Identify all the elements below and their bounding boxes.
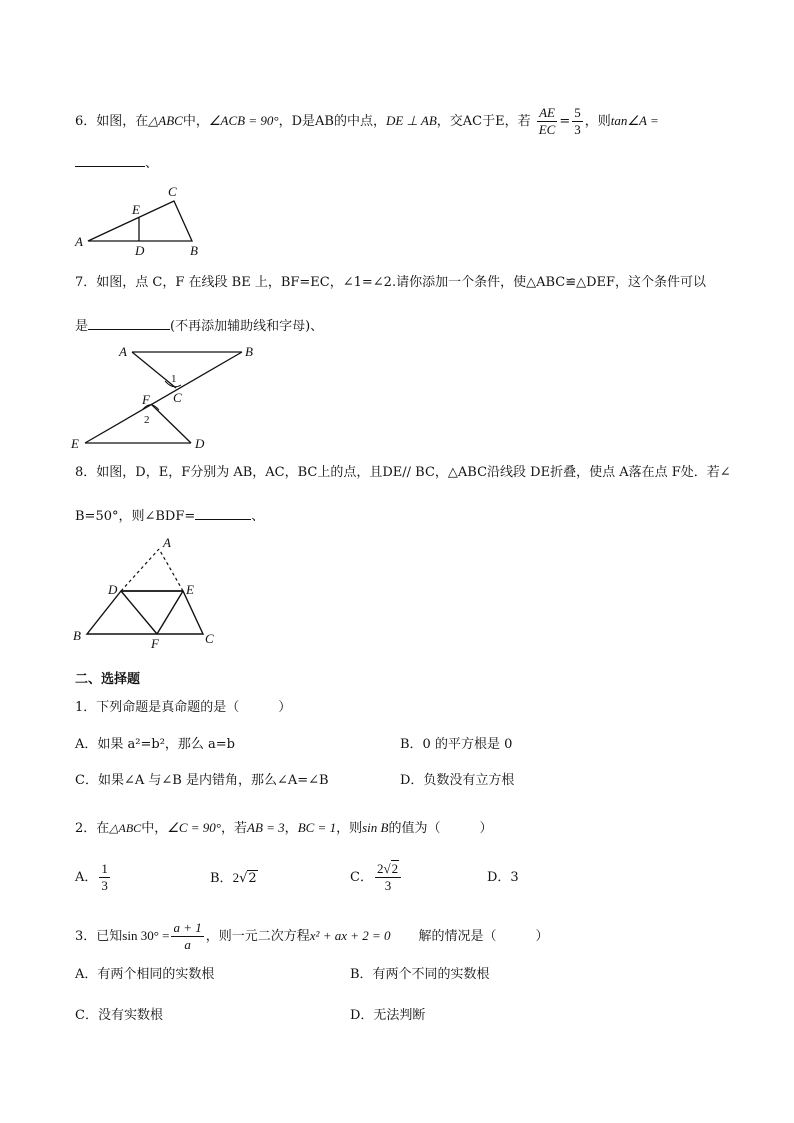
q6-text-a: 如图，在 (96, 114, 149, 129)
mc2-option-c-denominator: 3 (384, 878, 392, 893)
q7-line2-prefix: 是 (75, 319, 89, 334)
q6-end: 、 (145, 156, 159, 171)
radical-icon: √ (383, 861, 391, 876)
mc1-option-c[interactable]: C．如果∠A 与∠B 是内错角，那么∠A=∠B (75, 773, 329, 788)
mc2-option-d[interactable]: D．3 (487, 870, 519, 885)
mc3-stem-a: 3．已知 (75, 929, 123, 944)
mc1-option-b[interactable]: B．0 的平方根是 0 (400, 737, 513, 752)
q7-number: 7． (75, 275, 97, 290)
q7-label-b: B (245, 344, 253, 359)
mc3-stem (75, 920, 549, 953)
q6-equals: = (559, 114, 571, 129)
mc2-option-b[interactable] (210, 868, 258, 889)
q7-label-1: 1 (171, 373, 177, 385)
mc2-stem (75, 818, 492, 839)
mc2-stem-h: ，则 (336, 821, 363, 836)
q8-line1 (75, 463, 731, 483)
q6-line1 (75, 105, 659, 138)
mc2-option-c-num-coef: 2 (376, 861, 384, 876)
mc2-option-a-numerator: 1 (101, 861, 108, 876)
mc2-ab-value: AB = 3 (247, 820, 285, 835)
q6-label-c: C (168, 184, 177, 199)
q7-line2-suffix: (不再添加辅助线和字母)、 (170, 319, 324, 334)
q6-answer-blank[interactable] (75, 152, 145, 167)
q6-triangle: △ABC (148, 113, 183, 128)
q6-triangle-abc (88, 201, 192, 241)
q6-value-numerator: 5 (574, 105, 581, 120)
q8-label-d: D (108, 582, 118, 597)
mc2-sin-b: sin B (362, 820, 389, 835)
section2-title: 二、选择题 (75, 672, 141, 687)
mc2-option-c-fraction (375, 861, 401, 894)
mc2-option-a-label: A． (75, 870, 98, 885)
q6-text-d: D是AB的中点， (291, 114, 386, 129)
q7-segment-fd (151, 404, 191, 443)
mc2-option-b-radicand: 2 (248, 871, 257, 886)
mc2-option-b-coef: 2 (232, 870, 240, 885)
q8-text: 如图，D，E，F分别为 AB，AC，BC上的点，且DE// BC，△ABC沿线段 DE折叠，使点 A落在点 F处．若∠ (96, 465, 731, 480)
q7-answer-blank[interactable] (88, 315, 170, 330)
q8-label-b: B (73, 628, 81, 643)
q6-angle-condition: ∠ACB = 90° (208, 113, 279, 128)
q7-segment-ac (132, 352, 176, 388)
q7-text: 如图，点 C，F 在线段 BE 上，BF=EC，∠1=∠2.请你添加一个条件，使△ABC≌△DEF，这个条件可以 (96, 275, 707, 290)
q8-label-c: C (205, 631, 214, 646)
q7-label-e: E (71, 436, 79, 451)
q8-label-a: A (163, 535, 171, 550)
mc3-fraction-denominator: a (184, 937, 191, 952)
mc3-sin30: sin 30° = (122, 928, 170, 943)
mc1-option-d[interactable]: D．负数没有立方根 (400, 773, 515, 788)
q8-segment-df (121, 591, 157, 634)
q8-label-e: E (186, 582, 194, 597)
q6-ratio-denominator: EC (538, 122, 556, 137)
q8-segment-da-dashed (121, 549, 159, 591)
q6-label-d: D (135, 243, 145, 258)
q6-ratio-numerator: AE (537, 105, 558, 122)
q8-line2 (75, 505, 264, 527)
q6-number: 6． (75, 114, 97, 129)
mc2-angle-c: ∠C = 90° (167, 820, 221, 835)
q6-value-fraction (572, 105, 583, 138)
q6-value-denominator: 3 (574, 122, 581, 137)
q6-text-e: ，交AC于E，若 (436, 114, 531, 129)
q8-label-f: F (151, 636, 159, 651)
q7-figure (65, 340, 265, 455)
q6-text-f: ，则 (584, 114, 611, 129)
q8-segment-ef (157, 591, 183, 634)
mc2-stem-d: ，若 (221, 821, 248, 836)
mc2-stem-j: 的值为（ ） (388, 821, 493, 836)
mc3-option-d[interactable]: D．无法判断 (350, 1008, 426, 1023)
q7-label-c: C (173, 390, 182, 405)
q6-figure (70, 183, 210, 263)
q8-line2-b: 、 (251, 509, 265, 524)
radical-icon: √ (239, 871, 248, 886)
q6-line2 (75, 152, 158, 174)
mc2-option-c-numerator (375, 861, 401, 878)
mc2-stem-f: ， (284, 821, 298, 836)
mc3-option-a[interactable]: A．有两个相同的实数根 (75, 967, 215, 982)
q8-answer-blank[interactable] (195, 505, 251, 520)
mc2-option-c-label: C． (350, 870, 373, 885)
mc1-option-a[interactable]: A．如果 a²=b²，那么 a=b (75, 737, 236, 752)
mc2-option-b-label: B． (210, 871, 233, 886)
q6-ratio-fraction (537, 105, 558, 138)
q6-label-a: A (75, 234, 83, 249)
mc3-stem-b: ，则一元二次方程 (205, 929, 310, 944)
mc2-bc-value: BC = 1 (297, 820, 337, 835)
mc2-stem-b: 中， (141, 821, 168, 836)
q7-label-2: 2 (144, 414, 150, 426)
mc3-stem-c: 解的情况是（ ） (418, 929, 549, 944)
mc3-option-c[interactable]: C．没有实数根 (75, 1008, 163, 1023)
mc2-option-a-fraction (99, 861, 110, 894)
mc2-option-a-denominator: 3 (101, 878, 108, 893)
q6-label-b: B (190, 243, 198, 258)
q6-tan-expression: tan∠A = (610, 113, 659, 128)
q8-figure (65, 530, 225, 652)
q6-text-b: 中， (182, 114, 209, 129)
q7-line2 (75, 315, 323, 337)
q7-label-a: A (119, 344, 127, 359)
mc2-triangle: △ABC (109, 821, 142, 835)
mc3-fraction-numerator: a + 1 (173, 920, 202, 935)
mc2-option-a[interactable] (75, 858, 112, 898)
q7-label-d: D (195, 436, 205, 451)
mc2-stem-a: 2．在 (75, 821, 110, 836)
q8-number: 8． (75, 465, 97, 480)
q8-triangle-dbc (87, 591, 203, 634)
q8-line2-a: B=50°，则∠BDF= (75, 509, 196, 524)
mc3-option-b[interactable]: B．有两个不同的实数根 (350, 967, 490, 982)
mc2-option-c-num-radicand: 2 (391, 861, 399, 876)
mc3-fraction (171, 920, 203, 953)
q6-text-c: ， (278, 114, 292, 129)
q7-line1 (75, 273, 706, 293)
q7-segment-be (85, 352, 242, 443)
q6-label-e: E (132, 202, 140, 217)
q6-perpendicular: DE ⊥ AB (385, 113, 437, 128)
mc2-option-c[interactable] (350, 858, 403, 898)
q7-label-f: F (142, 392, 150, 407)
mc1-stem: 1．下列命题是真命题的是（ ） (75, 700, 292, 715)
mc3-equation: x² + ax + 2 = 0 (309, 928, 391, 943)
q8-segment-ea-dashed (159, 549, 183, 591)
